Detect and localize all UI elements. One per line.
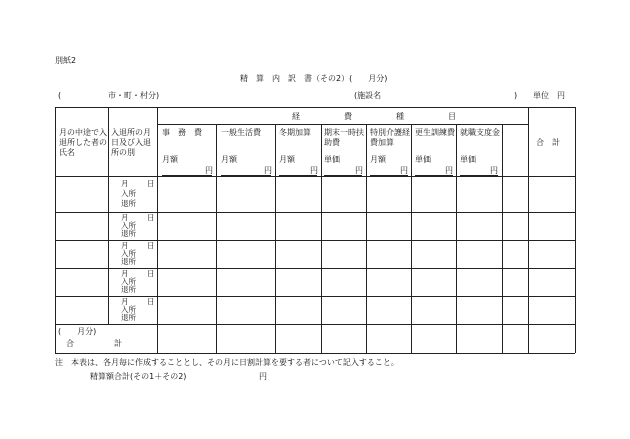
footer-total: 合 計 xyxy=(66,339,122,348)
row-out: 退所 xyxy=(121,257,136,266)
col-jimuhi-yen: 円 xyxy=(205,166,213,175)
col-jimuhi: 事 務 費 xyxy=(162,128,202,137)
row-day: 日 xyxy=(147,297,155,306)
col-kosei: 更生訓練費 xyxy=(415,128,455,137)
row-out: 退所 xyxy=(121,285,136,294)
col-tokubetsu: 特別介護経費加算 xyxy=(370,128,410,147)
group-header: 経 費 種 目 xyxy=(292,112,474,121)
col-ippan-sub: 月額 xyxy=(221,155,237,164)
col-kosei-sub: 単価 xyxy=(415,155,431,164)
col-kimatsu: 期末一時扶助費 xyxy=(324,128,364,147)
col-shushoku: 就職支度金 xyxy=(460,128,500,137)
col-toki-yen: 円 xyxy=(310,166,318,175)
sum-unit: 円 xyxy=(259,372,267,381)
facility-close-paren: ) xyxy=(514,91,518,100)
page-title: 精 算 内 訳 書（その2）( 月分) xyxy=(240,74,388,83)
row-out: 退所 xyxy=(121,229,136,238)
col-ippan: 一般生活費 xyxy=(221,128,261,137)
col-tokubetsu-sub: 月額 xyxy=(370,155,386,164)
col-date-header: 入退所の月日及び入退所の別 xyxy=(111,128,151,157)
row-in: 入所 xyxy=(121,249,136,258)
col-kimatsu-sub: 単価 xyxy=(324,155,340,164)
row-month: 月 xyxy=(121,297,129,306)
row-in: 入所 xyxy=(121,277,136,286)
municipality-label: 市・町・村分) xyxy=(108,91,160,100)
row-month: 月 xyxy=(121,241,129,250)
col-tokubetsu-yen: 円 xyxy=(400,166,408,175)
col-shushoku-yen: 円 xyxy=(490,166,498,175)
row-month: 月 xyxy=(121,179,129,188)
col-kosei-yen: 円 xyxy=(445,166,453,175)
col-shushoku-sub: 単価 xyxy=(460,155,476,164)
row-out: 退所 xyxy=(121,199,136,208)
row-day: 日 xyxy=(147,179,155,188)
col-kimatsu-yen: 円 xyxy=(355,166,363,175)
form-number: 別紙2 xyxy=(55,56,77,65)
row-in: 入所 xyxy=(121,189,136,198)
row-month: 月 xyxy=(121,269,129,278)
footer-month: ( 月分) xyxy=(58,327,97,336)
row-day: 日 xyxy=(147,241,155,250)
row-month: 月 xyxy=(121,213,129,222)
row-day: 日 xyxy=(147,269,155,278)
facility-label: (施設名 xyxy=(354,91,382,100)
col-total-header: 合 計 xyxy=(536,138,560,147)
sum-label: 精算額合計(その1＋その2) xyxy=(90,372,187,381)
open-paren: ( xyxy=(58,91,62,100)
table-note: 注 本表は、各月毎に作成することとし、その月に日割計算を要する者について記入すること。 xyxy=(55,358,399,367)
col-ippan-yen: 円 xyxy=(264,166,272,175)
row-in: 入所 xyxy=(121,305,136,314)
row-out: 退所 xyxy=(121,313,136,322)
unit-label: 単位 円 xyxy=(533,91,565,100)
row-day: 日 xyxy=(147,213,155,222)
row-in: 入所 xyxy=(121,221,136,230)
col-name-header: 月の中途で入退所した者の氏名 xyxy=(59,128,107,157)
col-toki: 冬期加算 xyxy=(279,128,311,137)
col-jimuhi-sub: 月額 xyxy=(162,155,178,164)
col-toki-sub: 月額 xyxy=(279,155,295,164)
